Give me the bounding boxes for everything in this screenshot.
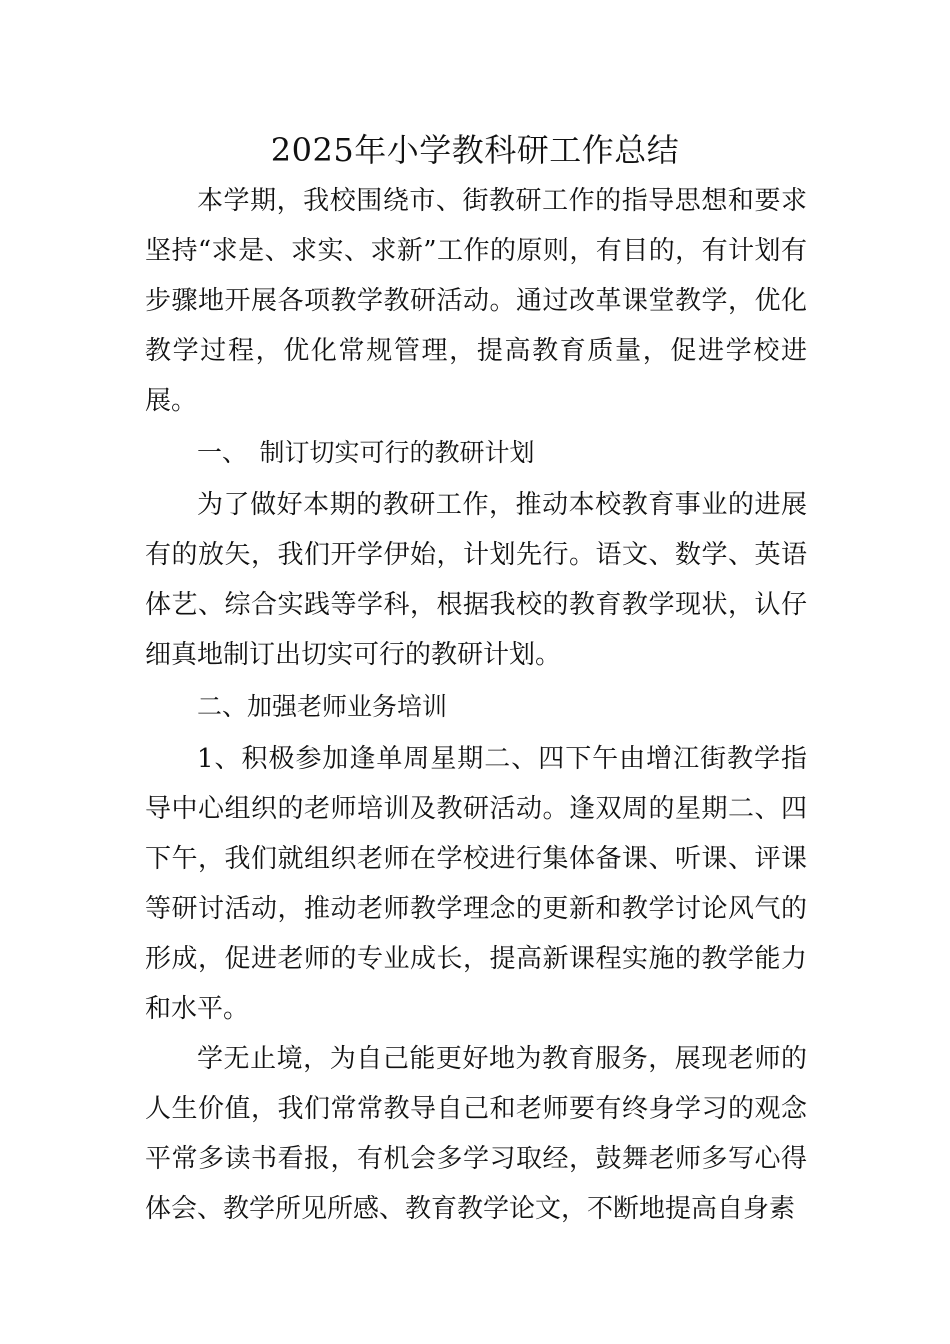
- document-body: [145, 176, 807, 1234]
- section-heading-2: 二、加强老师业务培训: [197, 692, 448, 721]
- section-heading-1: 一、 制订切实可行的教研计划: [197, 438, 535, 467]
- paragraph-training: 1、积极参加逢单周星期二、四下午由增江街教学指导中心组织的老师培训及教研活动。逢双周的星期二、四下午，我们就组织老师在学校进行集体备课、听课、评课等研讨活动，推动老师教学理念的更新和教学讨论风气的形成，促进老师的专业成长，提高新课程实施的教学能力和水平。: [145, 744, 807, 1024]
- paragraph-intro: 本学期，我校围绕市、街教研工作的指导思想和要求坚持“求是、求实、求新”工作的原则，有目的，有计划有步骤地开展各项教学教研活动。通过改革课堂教学，优化教学过程，优化常规管理，提高教育质量，促进学校进展。: [145, 186, 807, 416]
- paragraph-learning: 学无止境，为自己能更好地为教育服务，展现老师的人生价值，我们常常教导自己和老师要有终身学习的观念平常多读书看报，有机会多学习取经，鼓舞老师多写心得体会、教学所见所感、教育教学论文，不断地提高自身素: [145, 1044, 807, 1224]
- paragraph-plan: 为了做好本期的教研工作，推动本校教育事业的进展有的放矢，我们开学伊始，计划先行。语文、数学、英语体艺、综合实践等学科，根据我校的教育教学现状，认仔细真地制订出切实可行的教研计划。: [145, 490, 807, 670]
- document-title: 2025年小学教科研工作总结: [270, 131, 680, 169]
